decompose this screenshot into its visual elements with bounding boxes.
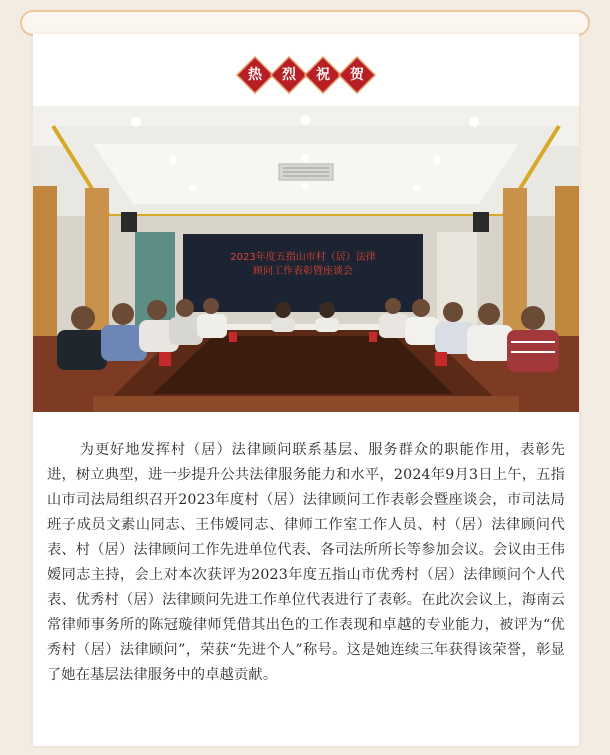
- banner-diamonds: [240, 58, 372, 94]
- banner-diamond: [240, 60, 270, 90]
- screen-line-1: 2023年度五指山市村（居）法律: [230, 252, 376, 263]
- banner-diamond: [342, 60, 372, 90]
- banner-char: 烈: [282, 67, 296, 83]
- screen-line-2: 顾问工作表彰暨座谈会: [253, 266, 353, 277]
- congratulations-banner: [33, 52, 579, 100]
- banner-diamond: [274, 60, 304, 90]
- banner-char: 贺: [350, 67, 364, 83]
- banner-char: 热: [248, 67, 262, 83]
- decorative-top-frame: [20, 10, 590, 36]
- article-paragraph: [47, 438, 565, 688]
- meeting-photo: [33, 106, 579, 412]
- article-text: 为更好地发挥村（居）法律顾问联系基层、服务群众的职能作用，表彰先进，树立典型，进一步提升公共法律服务能力和水平，2024年9月3日上午，五指山市司法局组织召开2023年度村（居）法律顾问工作表彰会暨座谈会，市司法局班子成员文素山同志、王伟嫒同志、律师工作室工作人员、村（居）法律顾问代表、村（居）法律顾问工作先进单位代表、各司法所所长等参加会议。会议由王伟嫒同志主持，会上对本次获评为2023年度五指山市优秀村（居）法律顾问个人代表、优秀村（居）法律顾问先进工作单位代表进行了表彰。在此次会议上，海南云常律师事务所的陈冠璇律师凭借其出色的工作表现和卓越的专业能力，被评为“优秀村（居）法律顾问”，荣获“先进个人”称号。这是她连续三年获得该荣誉，彰显了她在基层法律服务中的卓越贡献。: [47, 442, 565, 683]
- banner-diamond: [308, 60, 338, 90]
- banner-char: 祝: [316, 67, 330, 83]
- article-card: [33, 34, 579, 746]
